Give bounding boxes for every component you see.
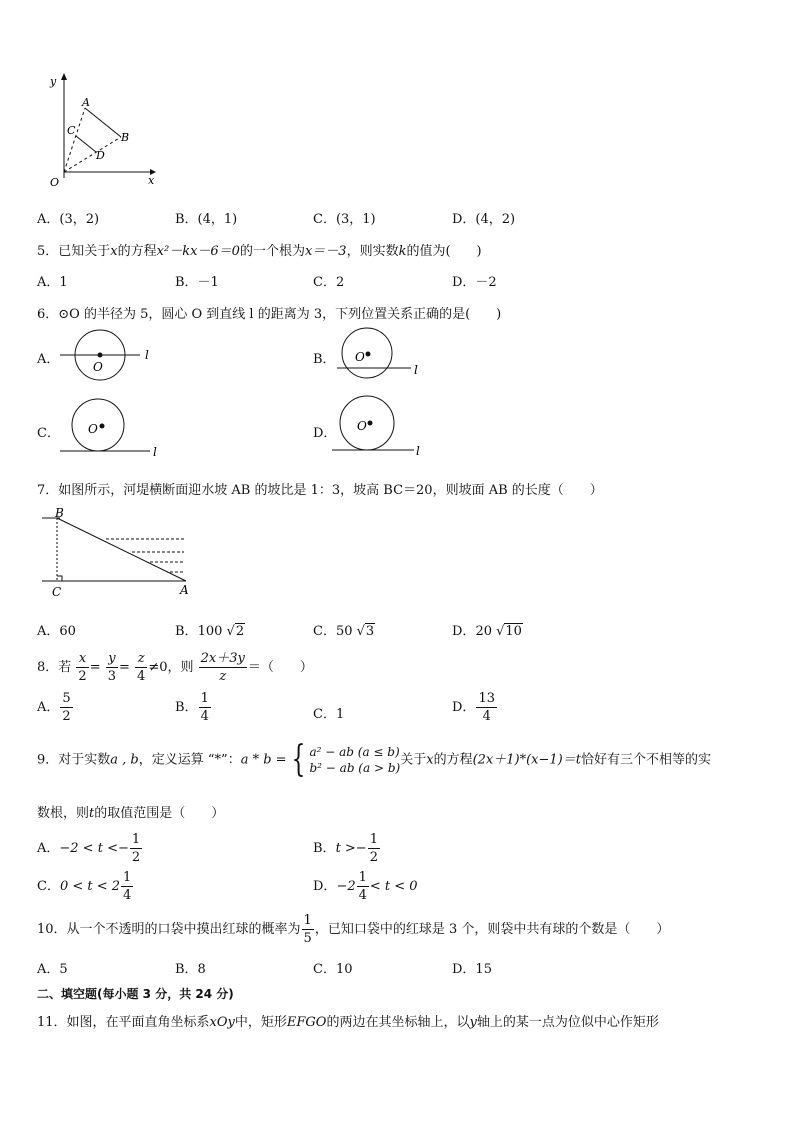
- label-y: y: [50, 75, 57, 88]
- slope-AB: [57, 518, 186, 581]
- label-O: O: [50, 176, 60, 189]
- q6-label-b: B．: [313, 352, 336, 367]
- brace-icon: {: [291, 739, 305, 780]
- q7-stem: 7．如图所示，河堤横断面迎水坡 AB 的坡比是 1：3，坡高 BC＝20，则坡面 AB 的长度（ ）: [37, 483, 603, 498]
- q5-stem: 5．已知关于x的方程x²－kx－6＝0的一个根为x＝－3，则实数k的值为( ): [37, 244, 482, 259]
- q6-figure-a: [58, 328, 158, 384]
- q8-option-d: D． $\frac{13}{4}$: [452, 691, 495, 724]
- q6-label-a: A．: [37, 352, 60, 367]
- q10-option-d: D．15: [452, 962, 492, 977]
- q9-option-b: B．t >− $\frac{1}{2}$: [313, 832, 378, 865]
- label-O: O: [355, 350, 365, 364]
- q4-option-a: A．(3，2): [37, 212, 100, 227]
- q4-coordinate-figure: [40, 70, 160, 195]
- q8-option-c: C．1: [313, 707, 345, 722]
- q6-label-d: D．: [313, 426, 337, 441]
- label-l: l: [416, 444, 420, 457]
- q5-option-d: D．－2: [452, 275, 497, 290]
- q7-option-d: D．20 √10: [452, 624, 522, 639]
- q9-option-d: D．−2 $\frac{1}{4}$ < t < 0: [313, 870, 418, 903]
- fraction-x-over-2: $\frac{x}{2}$: [78, 651, 87, 684]
- q8-option-b: B． $\frac{1}{4}$: [175, 691, 209, 724]
- q9-stem-line2: 数根，则t的取值范围是（ ）: [37, 806, 225, 821]
- q9-option-a: A．−2 < t <− $\frac{1}{2}$: [37, 832, 141, 865]
- label-D: D: [96, 149, 105, 162]
- q6-figure-d: [330, 395, 440, 457]
- label-A: A: [180, 583, 189, 597]
- q5-option-c: C．2: [313, 275, 345, 290]
- q8-option-a: A． $\frac{5}{2}$: [37, 691, 71, 724]
- q7-option-a: A．60: [37, 624, 76, 639]
- label-l: l: [153, 445, 157, 458]
- q10-stem: 10．从一个不透明的口袋中摸出红球的概率为 $\frac{1}{5}$ ，已知口袋中的红球是 3 个，则袋中共有球的个数是（ ）: [37, 913, 670, 946]
- q6-figure-c: [58, 398, 168, 458]
- segment-AB: [85, 108, 121, 137]
- right-angle-mark: [57, 576, 62, 581]
- label-O: O: [88, 422, 98, 436]
- label-A: A: [82, 96, 90, 109]
- q6-figure-b: [330, 326, 430, 382]
- label-x: x: [148, 174, 155, 187]
- label-B: B: [121, 131, 130, 144]
- q6-label-c: C．: [37, 426, 60, 441]
- q7-dam-figure: [38, 505, 198, 600]
- center-dot: [100, 424, 105, 429]
- q10-option-c: C．10: [313, 962, 353, 977]
- dashed-OB: [64, 137, 121, 172]
- circle: [72, 399, 124, 451]
- label-B: B: [55, 506, 64, 520]
- q11-stem: 11．如图，在平面直角坐标系xOy中，矩形EFGO的两边在其坐标轴上，以y轴上的某一点为位似中心作矩形: [37, 1015, 659, 1030]
- q7-option-b: B．100 √2: [175, 624, 245, 639]
- q6-stem: 6．⊙O 的半径为 5，圆心 O 到直线 l 的距离为 3，下列位置关系正确的是( ): [37, 307, 502, 322]
- q9-stem: 9．对于实数a , b，定义运算 “*”：a * b = { a² − ab (a ≤ b) b² − ab (a > b)关于x的方程(2x＋1)*(x−1)＝t恰好有三个不相等的实: [37, 739, 711, 780]
- fraction-expression: $\frac{2x+3y}{z}$: [200, 651, 245, 684]
- label-O: O: [93, 360, 103, 374]
- q10-option-b: B．8: [175, 962, 206, 977]
- q5-option-b: B．－1: [175, 275, 219, 290]
- fraction-y-over-3: $\frac{y}{3}$: [107, 651, 117, 684]
- q5-option-a: A．1: [37, 275, 68, 290]
- q10-option-a: A．5: [37, 962, 68, 977]
- label-l: l: [414, 363, 418, 377]
- label-C: C: [67, 124, 76, 137]
- q4-option-c: C．(3，1): [313, 212, 376, 227]
- segment-CD: [76, 136, 96, 152]
- label-O: O: [357, 419, 367, 433]
- dashed-OA: [64, 108, 85, 172]
- section-heading: 二、填空题(每小题 3 分，共 24 分): [37, 987, 234, 1001]
- q7-option-c: C．50 √3: [313, 624, 375, 639]
- center-dot: [368, 421, 373, 426]
- center-dot: [98, 353, 103, 358]
- q4-option-d: D．(4，2): [452, 212, 516, 227]
- label-C: C: [52, 585, 62, 599]
- label-l: l: [145, 348, 149, 362]
- center-dot: [366, 352, 371, 357]
- q8-stem: 8．若 $\frac{x}{2}$ = $\frac{y}{3}$ = $\frac{z}{4}$ ≠0，则 $\frac{2x+3y}{z}$ ＝（ ）: [37, 651, 313, 684]
- q9-option-c: C．0 < t < 2 $\frac{1}{4}$: [37, 870, 132, 903]
- circle: [340, 396, 394, 450]
- piecewise-definition: a² − ab (a ≤ b) b² − ab (a > b): [309, 744, 401, 775]
- q4-option-b: B．(4，1): [175, 212, 238, 227]
- fraction-z-over-4: $\frac{z}{4}$: [137, 651, 146, 684]
- y-axis-arrow: [61, 73, 67, 80]
